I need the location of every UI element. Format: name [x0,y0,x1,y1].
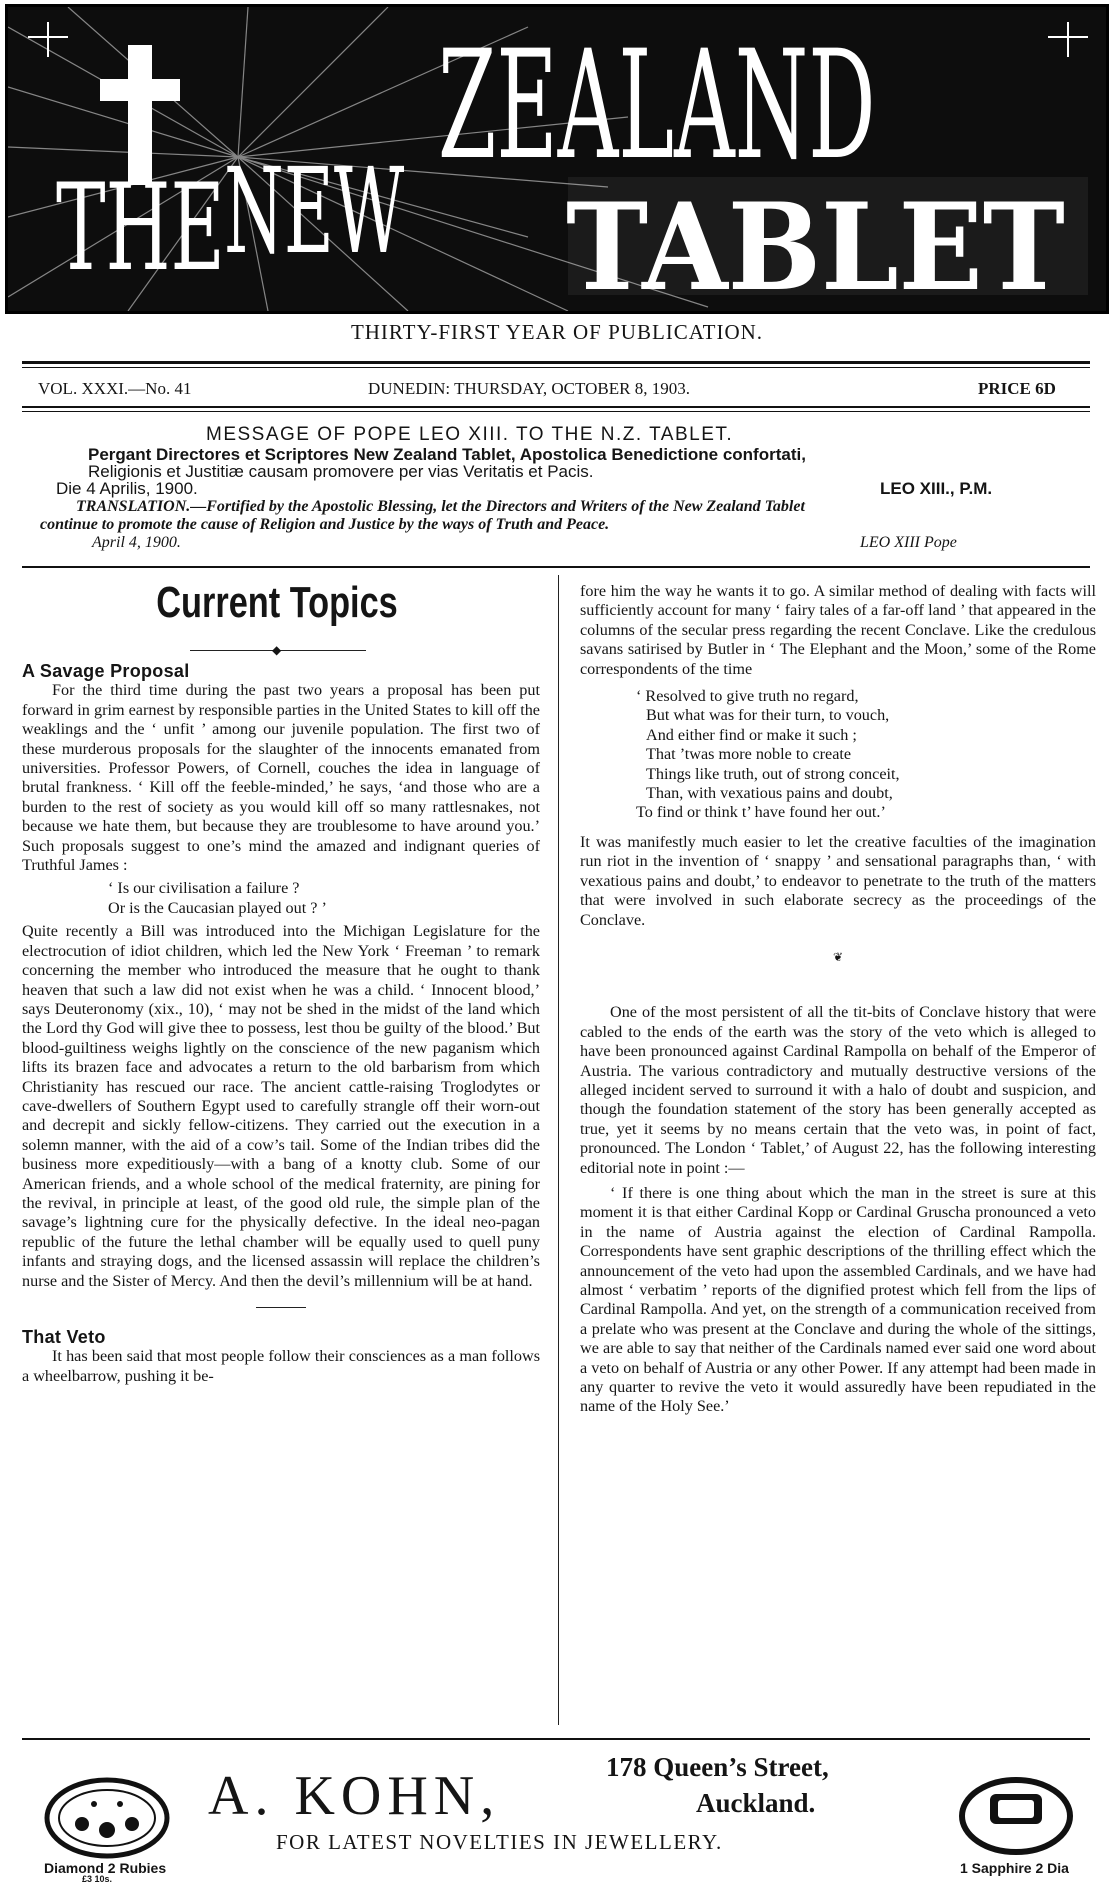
price: PRICE 6D [978,379,1056,398]
verse-line: To find or think t’ have found her out.’ [636,803,886,822]
verse-line: Than, with vexatious pains and doubt, [646,784,893,803]
latin-line-2: Religionis et Justitiæ causam promovere per vias Veritatis et Pacis. [88,462,594,481]
papal-heading: MESSAGE OF POPE LEO XIII. TO THE N.Z. TABLET. [206,424,734,445]
volume-number: VOL. XXXI.—No. 41 [38,379,192,398]
paragraph: For the third time during the past two years a proposal has been put forward in grim earnest by responsible parties in the United States to kill off the weaklings and the ‘ unfit ’ among our juvenile population. The first two of these murderous proposals for the slaughter of the innocents emanated from universities. Professor Powers, of Cornell, couches the idea in language of brutal frankness. ‘ Kill off the feeble-minded,’ he says, ‘and those who are a burden to the rest of society as you would kill off so many rattlesnakes, not because we hate them, but because they are troublesome to have around you.’ Such proposals suggest to one’s mind the amazed and indignant queries of Truthful James : [22,681,540,875]
masthead-word-tablet: TABLET [566,177,1065,311]
left-ring-caption: Diamond 2 Rubies [44,1860,167,1876]
column-divider [558,575,559,1725]
rule-issue [22,406,1090,408]
latin-signature: LEO XIII., P.M. [880,479,993,498]
masthead-word-new: NEW [224,141,405,281]
verse-line: And either find or make it such ; [646,725,857,744]
paragraph: It has been said that most people follow their consciences as a man follows a wheelbarrow, pushing it be- [22,1347,540,1385]
verse-line: ‘ Is our civilisation a failure ? [108,879,300,898]
advertiser-street: 178 Queen’s Street, [606,1752,829,1782]
verse-line: Or is the Caucasian played out ? ’ [108,898,327,917]
verse-line: ‘ Resolved to give truth no regard, [636,687,859,706]
right-column [580,582,1096,1417]
translation-signature: LEO XIII Pope [860,534,957,551]
quoted-paragraph: ‘ If there is one thing about which the man in the street is sure at this moment it is that either Cardinal Kopp or Cardinal Gruscha pronounced a veto in the name of Austria against the election of Cardinal Rampolla. Correspondents have sent graphic descriptions of the thrilling effect which the announcement of the veto had upon the assembled Cardinals, and we have had almost ‘ verbatim ’ reports of the dignified protest which fell from the lips of Cardinal Rampolla. And yet, on the strength of a communication received from a prelate who was present at the Conclave and during the whole of the sittings, we are able to say that neither of the Cardinals named ever said one word about a veto on behalf of Austria or any other Power. If any attempt had been made in any quarter to revive the veto it would assuredly have been repudiated in the name of the Holy See.’ [580,1183,1096,1416]
translation-line-2: continue to promote the cause of Religion and Justice by the ways of Truth and Peace. [40,516,610,533]
rule-top [22,361,1090,364]
masthead-word-the: THE [56,157,225,298]
ornament-icon: ❦ [832,949,844,964]
paragraph: fore him the way he wants it to go. A similar method of dealing with facts will sufficiently account for many ‘ fairy tales of a far-off land ’ that appeared in the columns of the secular press regarding the recent Conclave. Like the credulous savans satirised by Butler in ‘ The Elephant and the Moon,’ some of the Rome correspondents of the time [580,582,1096,678]
rule-issue-thin [22,411,1090,412]
paragraph: Quite recently a Bill was introduced into the Michigan Legislature for the electrocution of idiot children, which led the New York ‘ Freeman ’ to remark concerning the member who introduced the measure that he ought to thank heaven that such a law did not exist when he was a child. ‘ Innocent blood,’ says Deuteronomy (xix., 10), ‘ may not be shed in the midst of the land which the Lord thy God will give thee to possess, lest thou be guilty of the blood.’ But blood-guiltiness weighs lightly on the conscience of the new paganism which lifts its brazen face and advocates a return to the old barbarism from which Christianity has rescued our race. The ancient cattle-raising Troglodytes or cave-dwellers of Southern Egypt used to carefully strangle off their worn-out and decrepit and sickly fellow-citizens. They carried out the execution in a solemn manner, with the aid of a cow’s tail. Some of the Indian tribes did the business more expeditiously—with a bang of a knotty club. Some of our American friends, and a whole school of the medical fraternity, are pining for the revival, in principle at least, of the good old rule, the simple plan of the savage’s lightning cure for the physically defective. In the ideal neo-pagan republic of the future the lethal chamber will be equally used to quell puny infants and straying dogs, and the licensed assassin will replace the children’s nurse and the Sister of Mercy. And then the devil’s millennium will be at hand. [22,922,540,1290]
section-divider [256,1307,306,1308]
heading-savage-proposal: A Savage Proposal [22,661,190,681]
paragraph: It was manifestly much easier to let the creative faculties of the imagination run riot in the invention of ‘ snappy ’ and sensational paragraphs than, ‘ with vexatious pains and doubt,’ to endeavor to penetrate to the truth of the matters that were involved in such elaborate secrecy as the proceedings of the Conclave. [580,832,1096,929]
verse-block [22,879,540,918]
paragraph: One of the most persistent of all the tit-bits of Conclave history that were cabled to the ends of the earth was the story of the veto which is alleged to have been pronounced against Cardinal Rampolla on behalf of the Emperor of Austria. The various contradictory and mutually destructive versions of the alleged incident served to surround it with a halo of doubt and suspicion, and though the foundation statement of the story has been generally accepted as true, yet it seems by no means certain that the veto was, in point of fact, pronounced. The London ‘ Tablet,’ of August 22, has the following interesting editorial note in point :— [580,1003,1096,1177]
right-ring-caption: 1 Sapphire 2 Dia [960,1860,1069,1876]
masthead-artwork [8,7,1106,311]
diamond-ornament-icon: ◆ [272,643,282,657]
heading-that-veto: That Veto [22,1327,106,1347]
verse-line: But what was for their turn, to vouch, [646,706,890,725]
rule-below-papal [22,566,1090,568]
ring-illustration-left [42,1774,172,1860]
verse-block [580,687,1096,823]
verse-line: Things like truth, out of strong conceit, [646,764,900,783]
advertiser-name: A. KOHN, [208,1765,501,1827]
place-date: DUNEDIN: THURSDAY, OCTOBER 8, 1903. [368,379,690,398]
advert-tagline: FOR LATEST NOVELTIES IN JEWELLERY. [276,1830,723,1854]
section-title-current-topics: Current Topics [156,578,398,627]
publication-subtitle: THIRTY-FIRST YEAR OF PUBLICATION. [350,320,764,344]
kohn-advertisement [0,1740,1114,1884]
ring-illustration-right [956,1774,1076,1858]
advertiser-city: Auckland. [696,1788,816,1818]
masthead-banner [5,4,1109,314]
left-ring-price: £3 10s. [82,1874,113,1884]
translation-line-1: TRANSLATION.—Fortified by the Apostolic Blessing, let the Directors and Writers of the New Zealand Tablet [76,498,805,515]
masthead-word-zealand: ZEALAND [438,17,876,193]
latin-date: Die 4 Aprilis, 1900. [56,479,198,498]
verse-line: That ’twas more noble to create [646,745,852,764]
latin-line-1: Pergant Directores et Scriptores New Zealand Tablet, Apostolica Benedictione confortati, [88,445,806,464]
rule-top-thin [22,367,1090,368]
translation-date: April 4, 1900. [92,534,181,551]
left-column [22,662,540,1386]
